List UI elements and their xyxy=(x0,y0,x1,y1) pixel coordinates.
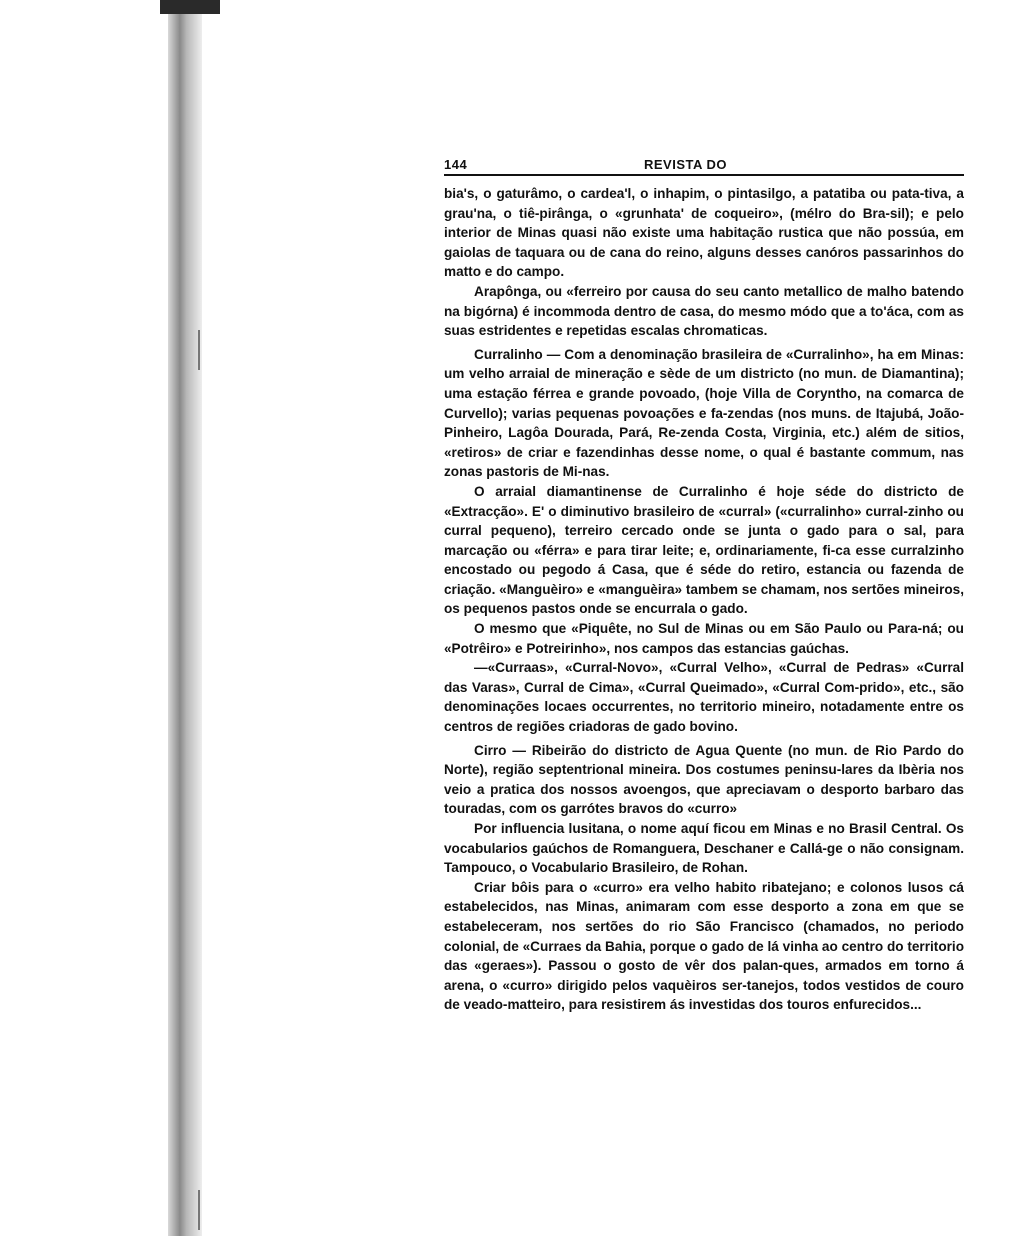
running-title: REVISTA DO xyxy=(644,157,728,172)
book-spine-shadow xyxy=(168,0,202,1236)
page-number: 144 xyxy=(444,157,468,172)
running-header xyxy=(444,150,964,176)
paragraph: Por influencia lusitana, o nome aquí ficou em Minas e no Brasil Central. Os vocabularios gaúchos de Romanguera, Deschaner e Callá-ge o não consignam. Tampouco, o Vocabulario Brasileiro, de Rohan. xyxy=(444,821,964,876)
spine-top-shadow xyxy=(160,0,220,14)
paragraph: bia's, o gaturâmo, o cardea'l, o inhapim, o pintasilgo, a patatiba ou pata-tiva, a grau'na, o tiê-pirânga, o «grunhata' de coqueiro», (mélro do Bra-sil); e pelo interior de Minas quasi não existe uma habitação rustica que não possúa, em gaiolas de taquara ou de cana do reino, alguns desses canóros passarinhos do matto e do campo. xyxy=(444,186,964,280)
entry-curralinho: Curralinho — Com a denominação brasileira de «Curralinho», ha em Minas: um velho arraial de mineração e sède de um districto (no mun. de Diamantina); uma estação férrea e grande povoado, (hoje Villa de Coryntho, na comarca de Curvello); varias pequenas povoações e fa-zendas (nos muns. de Itajubá, João-Pinheiro, Lagôa Dourada, Pará, Re-zenda Costa, Virginia, etc.) além de sitios, «retiros» de criar e fazendinhas desse nome, o qual é bastante commum, nas zonas pastoris de Mi-nas. xyxy=(444,346,964,480)
entry-cirro: Cirro — Ribeirão do districto de Agua Quente (no mun. de Rio Pardo do Norte), região septentrional mineira. Dos costumes peninsu-lares da Ibèria nos veio a pratica dos nossos avoengos, que apreciavam o desporto barbaro das touradas, com os garrótes bravos do «curro» xyxy=(444,742,964,817)
body-text xyxy=(444,184,964,1015)
paragraph: Criar bôis para o «curro» era velho habito ribatejano; e colonos lusos cá estabelecidos, nas Minas, animaram com esse desporto a zona em que se estabeleceram, nos sertões do rio São Francisco (chamados, no periodo colonial, de «Curraes da Bahia, porque o gado de lá vinha ao centro do territorio das «geraes»). Passou o gosto de vêr dos palan-ques, armados em torno á arena, o «curro» dirigido pelos vaquèiros ser-tanejos, todos vestidos de couro de veado-matteiro, para resistirem ás investidas dos touros enfurecidos... xyxy=(444,879,964,1013)
paragraph: O mesmo que «Piquête, no Sul de Minas ou em São Paulo ou Para-ná; ou «Potrêiro» e Potreirinho», nos campos das estancias gaúchas. xyxy=(444,621,964,656)
paragraph: Arapônga, ou «ferreiro por causa do seu canto metallico de malho batendo na bigórna) é incommoda dentro de casa, do mesmo módo que a to'áca, com as suas estridentes e repetidas escalas chromaticas. xyxy=(444,283,964,339)
page-edge-mark xyxy=(198,330,200,370)
paragraph: —«Curraas», «Curral-Novo», «Curral Velho», «Curral de Pedras» «Curral das Varas», Curral de Cima», «Curral Queimado», «Curral Com-prido», etc., são denominações locaes occurrentes, no territorio mineiro, notadamente entre os centros de regiões criadoras de gado bovino. xyxy=(444,660,964,735)
page-edge-mark xyxy=(198,1190,200,1230)
paragraph: O arraial diamantinense de Curralinho é hoje séde do districto de «Extracção». E' o diminutivo brasileiro de «curral» («curralinho» curral-zinho ou curral pequeno), terreiro cercado onde se junta o gado para o sal, para marcação ou «férra» e para tirar leite; e, ordinariamente, fi-ca esse curralzinho encostado ou pegodo á Casa, que é séde do retiro, estancia ou fazenda de criação. «Manguèiro» e «manguèira» tambem se chamam, nos sertões mineiros, os pequenos pastos onde se encurrala o gado. xyxy=(444,483,964,617)
document-page xyxy=(444,150,964,1015)
